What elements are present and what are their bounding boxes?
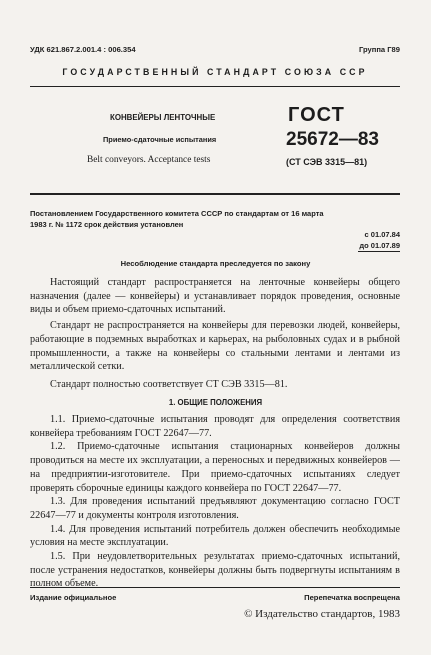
intro-paragraph: Стандарт не распространяется на конвейеры для перевозки людей, конвейеры, работающие в подземных выработках и карьерах, на рыболовных судах и в рыбной промышленности, а также на конвейеры со стальными лентами и лентами из металлической сетки. [30, 320, 400, 373]
decree-line-2: 1983 г. № 1172 срок действия установлен [30, 220, 184, 229]
clause-1-1: 1.1. Приемо-сдаточные испытания проводят для определения соответствия конвейера требованиям ГОСТ 22647—77. [30, 414, 400, 439]
title-ru: КОНВЕЙЕРЫ ЛЕНТОЧНЫЕ [110, 113, 216, 122]
clause-1-4: 1.4. Для проведения испытаний потребитель должен обеспечить необходимые условия на месте эксплуатации. [30, 523, 400, 549]
section-heading: 1. ОБЩИЕ ПОЛОЖЕНИЯ [168, 398, 263, 407]
intro-text [30, 276, 400, 392]
decree-line-1: Постановлением Государственного комитета СССР по стандартам от 16 марта [30, 209, 324, 218]
law-warning: Несоблюдение стандарта преследуется по закону [120, 259, 311, 268]
state-standard-banner: ГОСУДАРСТВЕННЫЙ СТАНДАРТ СОЮЗА ССР [62, 67, 368, 77]
official-edition: Издание официальное [30, 593, 117, 602]
title-en: Belt conveyors. Acceptance tests [87, 155, 211, 165]
validity-to: до 01.07.89 [359, 241, 400, 250]
section-1-text [30, 413, 400, 591]
clause-1-2: 1.2. Приемо-сдаточные испытания стационарных конвейеров должны проводиться на месте их эксплуатации, а переносных и передвижных конвейеров — на предприятии-изготовителе. При приемо-сдаточных испытаниях следует проверять сборочные единицы каждого конвейера по ГОСТ 22647—77. [30, 441, 400, 494]
footer-rule [30, 587, 400, 588]
gost-label: ГОСТ [288, 104, 345, 126]
header-rule [30, 86, 400, 87]
clause-1-5: 1.5. При неудовлетворительных результатах приемо-сдаточных испытаний, после устранения недостатков, конвейеры должны быть подвергнуты испытаниям в полном объеме. [30, 551, 400, 590]
gost-number: 25672—83 [286, 129, 379, 150]
copyright: © Издательство стандартов, 1983 [244, 608, 400, 620]
clause-1-3: 1.3. Для проведения испытаний предъявляют документацию согласно ГОСТ 22647—77 и документы контроля изготовления. [30, 496, 400, 521]
validity-underline [358, 251, 400, 252]
group-code: Группа Г89 [358, 45, 400, 54]
intro-paragraph: Стандарт полностью соответствует СТ СЭВ 3315—81. [50, 378, 288, 390]
title-rule [30, 193, 400, 195]
validity-from: с 01.07.84 [364, 230, 400, 239]
reprint-prohibited: Перепечатка воспрещена [304, 593, 400, 602]
udk-code: УДК 621.867.2.001.4 : 006.354 [30, 45, 136, 54]
st-sev-reference: (СТ СЭВ 3315—81) [286, 157, 368, 167]
subtitle-ru: Приемо-сдаточные испытания [103, 135, 217, 144]
intro-paragraph: Настоящий стандарт распространяется на ленточные конвейеры общего назначения (далее — конвейеры) и устанавливает порядок проведения, основные виды и объем приемо-сдаточных испытаний. [30, 277, 400, 316]
decree-block [30, 208, 400, 230]
